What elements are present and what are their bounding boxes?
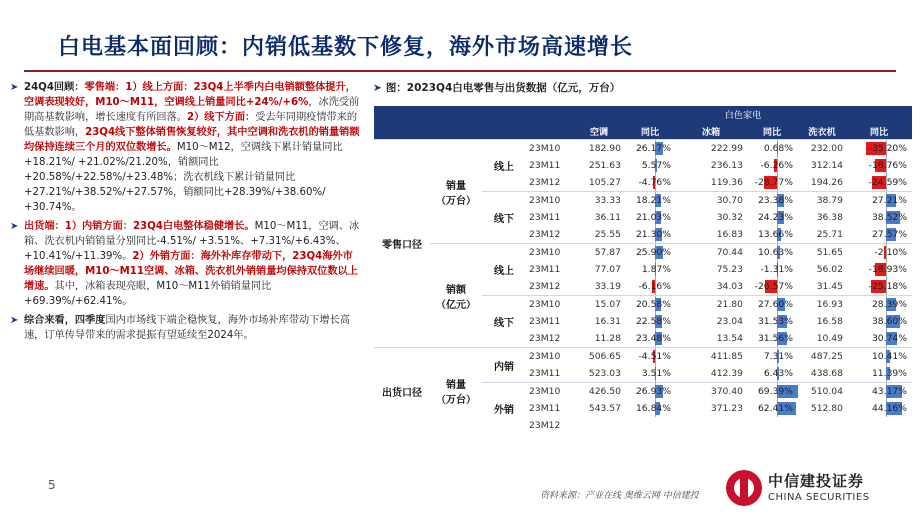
yoy-cell [746, 140, 798, 158]
month-cell: 23M10 [526, 244, 574, 262]
yoy-value: -26.57% [754, 281, 793, 292]
retail-offline-base: 受去年同期疫情带来的低基数影响， [24, 112, 358, 138]
yoy-value: 18.21% [635, 195, 671, 206]
yoy-cell [624, 209, 676, 226]
shipment-domestic-stats: M10～M11，空调、冰箱、洗衣机内销销量分别同比-4.51%/ +3.51%、+7.31%/+6.43%、+10.41%/+11.39%。 [24, 221, 360, 262]
table-row [374, 348, 912, 366]
yoy-value: 10.63% [757, 247, 793, 258]
value-cell: 312.14 [810, 160, 843, 171]
yoy-cell [846, 209, 912, 226]
month-cell: 23M11 [529, 316, 561, 327]
value-cell: 36.38 [816, 212, 843, 223]
column-header: 冰箱 [676, 122, 746, 140]
value-cell: 232.00 [798, 140, 846, 158]
yoy-value: 13.66% [757, 229, 793, 240]
yoy-value: 1.87% [641, 264, 671, 275]
bullet-arrow-icon: ➤ [10, 82, 19, 93]
value-cell: 38.79 [798, 192, 846, 210]
value-cell: 510.04 [798, 383, 846, 401]
logo-en: CHINA SECURITIES [768, 492, 870, 503]
header-blank-cell [374, 122, 574, 140]
yoy-cell [624, 313, 676, 330]
yoy-cell [846, 365, 912, 383]
yoy-value: 23.48% [635, 333, 671, 344]
month-cell: 23M12 [529, 333, 561, 344]
yoy-value: 21.03% [635, 212, 671, 223]
yoy-value: 11.39% [871, 368, 907, 379]
value-cell: 30.70 [676, 192, 746, 210]
yoy-cell [624, 140, 676, 158]
yoy-value: -35.20% [868, 143, 907, 154]
yoy-cell [746, 330, 798, 348]
yoy-cell [846, 348, 912, 366]
table-header-row [374, 122, 912, 140]
value-cell: 36.11 [594, 212, 621, 223]
yoy-value: 5.57% [641, 160, 671, 171]
value-cell: 11.28 [594, 333, 621, 344]
yoy-value: 16.84% [635, 403, 671, 414]
value-cell: 16.83 [716, 229, 743, 240]
shipment-export-heading: 2）外销方面： [132, 251, 201, 262]
logo-mark-icon [726, 470, 762, 506]
yoy-cell [846, 417, 912, 434]
value-cell: 523.03 [588, 368, 621, 379]
yoy-value: 24.23% [757, 212, 793, 223]
value-cell: 25.71 [816, 229, 843, 240]
column-header: 空调 [574, 122, 624, 140]
yoy-cell [746, 157, 798, 174]
yoy-value: 28.39% [871, 299, 907, 310]
value-cell: 411.85 [676, 348, 746, 366]
table-row [374, 140, 912, 158]
channel-label: 线上 [482, 244, 526, 296]
month-cell: 23M11 [529, 403, 561, 414]
yoy-value: -4.51% [638, 351, 671, 362]
value-cell: 16.31 [594, 316, 621, 327]
yoy-cell [846, 226, 912, 244]
section-label: 出货口径 [374, 348, 430, 435]
yoy-cell [624, 383, 676, 401]
yoy-value: 31.56% [757, 333, 793, 344]
yoy-value: 0.68% [763, 143, 793, 154]
value-cell [676, 417, 746, 434]
value-cell [798, 417, 846, 434]
yoy-cell [746, 417, 798, 434]
yoy-cell [746, 226, 798, 244]
yoy-value: 26.93% [635, 386, 671, 397]
month-cell: 23M11 [529, 160, 561, 171]
yoy-cell [746, 313, 798, 330]
yoy-value: 31.53% [757, 316, 793, 327]
retail-offline-stats: M10～M12，空调线下累计销量同比+18.21%/ +21.02%/21.20%，销额同比+20.58%/+22.58%/+23.48%；洗衣机线下累计销量同比+27.21%/+38.52%/+27.57%，销额同比+28.39%/+38.60%/ +30.74%。 [24, 142, 343, 213]
value-cell [574, 417, 624, 434]
yoy-cell [846, 261, 912, 278]
yoy-value: 30.74% [871, 333, 907, 344]
value-cell: 543.57 [588, 403, 621, 414]
yoy-cell [746, 296, 798, 314]
yoy-value: 38.60% [871, 316, 907, 327]
yoy-cell [746, 348, 798, 366]
channel-label: 线下 [482, 296, 526, 348]
value-cell: 438.68 [810, 368, 843, 379]
yoy-cell [624, 261, 676, 278]
value-cell: 371.23 [710, 403, 743, 414]
yoy-value: 43.17% [871, 386, 907, 397]
column-header: 同比 [846, 122, 912, 140]
shipment-paragraph [10, 219, 362, 309]
month-cell: 23M10 [526, 140, 574, 158]
yoy-value: -18.76% [868, 160, 907, 171]
yoy-cell [746, 192, 798, 210]
retail-online-heading: 零售端：1）线上方面： [84, 82, 194, 93]
yoy-value: 21.30% [635, 229, 671, 240]
yoy-value: 62.41% [757, 403, 793, 414]
value-cell: 10.49 [816, 333, 843, 344]
yoy-cell [624, 365, 676, 383]
value-cell: 33.19 [594, 281, 621, 292]
month-cell: 23M12 [529, 177, 561, 188]
yoy-value: 6.43% [763, 368, 793, 379]
column-header: 同比 [624, 122, 676, 140]
yoy-value: -2.10% [874, 247, 907, 258]
value-cell: 23.04 [716, 316, 743, 327]
summary-text: 国内市场线下端企稳恢复，海外市场补库带动下增长高速，订单传导带来的需求提振有望延续至2024年。 [24, 315, 350, 341]
yoy-cell [746, 278, 798, 296]
yoy-cell [624, 417, 676, 434]
column-header: 洗衣机 [798, 122, 846, 140]
yoy-cell [846, 278, 912, 296]
value-cell: 34.03 [716, 281, 743, 292]
value-cell: 370.40 [676, 383, 746, 401]
value-cell: 251.63 [588, 160, 621, 171]
yoy-cell [846, 174, 912, 192]
yoy-value: 69.39% [757, 386, 793, 397]
yoy-cell [746, 261, 798, 278]
value-cell: 21.80 [676, 296, 746, 314]
yoy-value: 23.38% [757, 195, 793, 206]
retail-offline-highlight: 23Q4线下整体销售恢复较好，其中空调和洗衣机的销量销额均保持连续三个月的双位数增长。 [24, 127, 360, 153]
yoy-cell [846, 244, 912, 262]
value-cell: 412.39 [710, 368, 743, 379]
page-title: 白电基本面回顾：内销低基数下修复，海外市场高速增长 [58, 35, 634, 60]
yoy-cell [624, 192, 676, 210]
value-cell: 33.33 [574, 192, 624, 210]
yoy-value: 22.58% [635, 316, 671, 327]
value-cell: 57.87 [574, 244, 624, 262]
yoy-value: 10.41% [871, 351, 907, 362]
value-cell: 105.27 [588, 177, 621, 188]
channel-label: 外销 [482, 383, 526, 435]
source-note: 资料来源：产业在线 奥维云网 中信建投 [540, 491, 699, 501]
value-cell: 30.32 [716, 212, 743, 223]
yoy-cell [746, 174, 798, 192]
table-header-group-row [374, 106, 912, 122]
shipment-domestic-summary: 23Q4白电整体稳健增长。 [132, 221, 255, 232]
yoy-cell [624, 244, 676, 262]
yoy-cell [746, 244, 798, 262]
yoy-value: -28.77% [754, 177, 793, 188]
yoy-value: -6.16% [638, 281, 671, 292]
shipment-domestic-heading: 出货端：1）内销方面： [24, 221, 133, 232]
yoy-cell [624, 348, 676, 366]
yoy-value: 26.17% [635, 143, 671, 154]
value-cell: 15.07 [574, 296, 624, 314]
month-cell: 23M11 [529, 264, 561, 275]
bullet-arrow-icon: ➤ [10, 221, 19, 232]
table-caption-text: 图：2023Q4白电零售与出货数据（亿元，万台） [385, 82, 621, 94]
appliance-data-table [374, 106, 912, 434]
value-cell: 70.44 [676, 244, 746, 262]
metric-label: 销量 （万台） [430, 140, 482, 244]
value-cell: 236.13 [710, 160, 743, 171]
value-cell: 75.23 [716, 264, 743, 275]
table-caption [373, 80, 620, 95]
month-cell: 23M12 [529, 229, 561, 240]
yoy-cell [746, 209, 798, 226]
yoy-value: 44.16% [871, 403, 907, 414]
channel-label: 内销 [482, 348, 526, 383]
retail-online-note: ，冰洗受前期高基数影响，增长速度有所回落。 [24, 97, 360, 123]
yoy-cell [624, 174, 676, 192]
retail-lead: 24Q4回顾： [24, 82, 85, 93]
yoy-cell [624, 278, 676, 296]
value-cell: 512.80 [810, 403, 843, 414]
month-cell: 23M10 [526, 192, 574, 210]
yoy-cell [624, 226, 676, 244]
yoy-cell [846, 383, 912, 401]
yoy-value: 27.21% [871, 195, 907, 206]
yoy-cell [846, 400, 912, 417]
header-group-label: 白色家电 [574, 106, 912, 122]
metric-label: 销额 （亿元） [430, 244, 482, 348]
month-cell: 23M10 [526, 383, 574, 401]
month-cell: 23M12 [529, 281, 561, 292]
yoy-cell [624, 157, 676, 174]
yoy-cell [846, 313, 912, 330]
summary-paragraph [10, 313, 362, 343]
month-cell: 23M10 [526, 296, 574, 314]
yoy-cell [746, 383, 798, 401]
yoy-value: 7.31% [763, 351, 793, 362]
bullet-arrow-icon: ➤ [10, 315, 19, 326]
yoy-value: -25.18% [868, 281, 907, 292]
shipment-export-stats: 其中，冰箱表现亮眼，M10～M11外销销量同比+69.39%/+62.41%。 [24, 281, 272, 307]
title-divider [24, 70, 896, 72]
company-logo [726, 468, 898, 512]
header-blank-cell [374, 106, 574, 122]
yoy-cell [624, 400, 676, 417]
value-cell: 119.36 [710, 177, 743, 188]
yoy-cell [846, 296, 912, 314]
retail-offline-heading: 2）线下方面： [187, 112, 256, 123]
month-cell: 23M10 [526, 348, 574, 366]
value-cell: 31.45 [816, 281, 843, 292]
value-cell: 506.65 [574, 348, 624, 366]
value-cell: 222.99 [676, 140, 746, 158]
yoy-value: 3.51% [641, 368, 671, 379]
yoy-cell [746, 400, 798, 417]
value-cell: 194.26 [810, 177, 843, 188]
value-cell: 25.55 [594, 229, 621, 240]
section-label: 零售口径 [374, 140, 430, 348]
yoy-value: 25.90% [635, 247, 671, 258]
bullet-arrow-icon: ➤ [373, 82, 382, 94]
summary-heading: 综合来看，四季度 [24, 315, 106, 326]
yoy-value: -1.31% [760, 264, 793, 275]
channel-label: 线下 [482, 192, 526, 244]
yoy-cell [846, 157, 912, 174]
month-cell: 23M12 [529, 420, 561, 431]
yoy-value: -4.76% [638, 177, 671, 188]
commentary-column [10, 80, 362, 347]
yoy-cell [846, 192, 912, 210]
retail-paragraph [10, 80, 362, 215]
channel-label: 线上 [482, 140, 526, 192]
yoy-value: 27.57% [871, 229, 907, 240]
yoy-value: 38.52% [871, 212, 907, 223]
yoy-cell [624, 330, 676, 348]
shipment-export-highlight: 23Q4海外市场继续回暖，M10～M11空调、冰箱、洗衣机外销销量均保持双位数以上增速。 [24, 251, 358, 292]
value-cell: 182.90 [574, 140, 624, 158]
month-cell: 23M11 [529, 368, 561, 379]
retail-online-text: 23Q4上半季内白电销额整体提升，空调表现较好，M10～M11，空调线上销量同比+24%/+6% [24, 82, 356, 108]
table-row [374, 244, 912, 262]
yoy-cell [624, 296, 676, 314]
column-header: 同比 [746, 122, 798, 140]
yoy-value: -6.26% [760, 160, 793, 171]
value-cell: 51.65 [798, 244, 846, 262]
yoy-value: -24.59% [868, 177, 907, 188]
yoy-value: 27.60% [757, 299, 793, 310]
yoy-cell [846, 330, 912, 348]
logo-cn: 中信建投证券 [768, 472, 865, 490]
yoy-cell [846, 140, 912, 158]
value-cell: 16.58 [816, 316, 843, 327]
value-cell: 16.93 [798, 296, 846, 314]
value-cell: 487.25 [798, 348, 846, 366]
month-cell: 23M11 [529, 212, 561, 223]
metric-label: 销量 （万台） [430, 348, 482, 435]
shipment-export-driver: 海外补库存带动下， [200, 251, 293, 262]
value-cell: 56.02 [816, 264, 843, 275]
value-cell: 426.50 [574, 383, 624, 401]
yoy-value: -18.93% [868, 264, 907, 275]
value-cell: 13.54 [716, 333, 743, 344]
page-number: 5 [48, 478, 56, 492]
yoy-value: 20.58% [635, 299, 671, 310]
value-cell: 77.07 [594, 264, 621, 275]
yoy-cell [746, 365, 798, 383]
